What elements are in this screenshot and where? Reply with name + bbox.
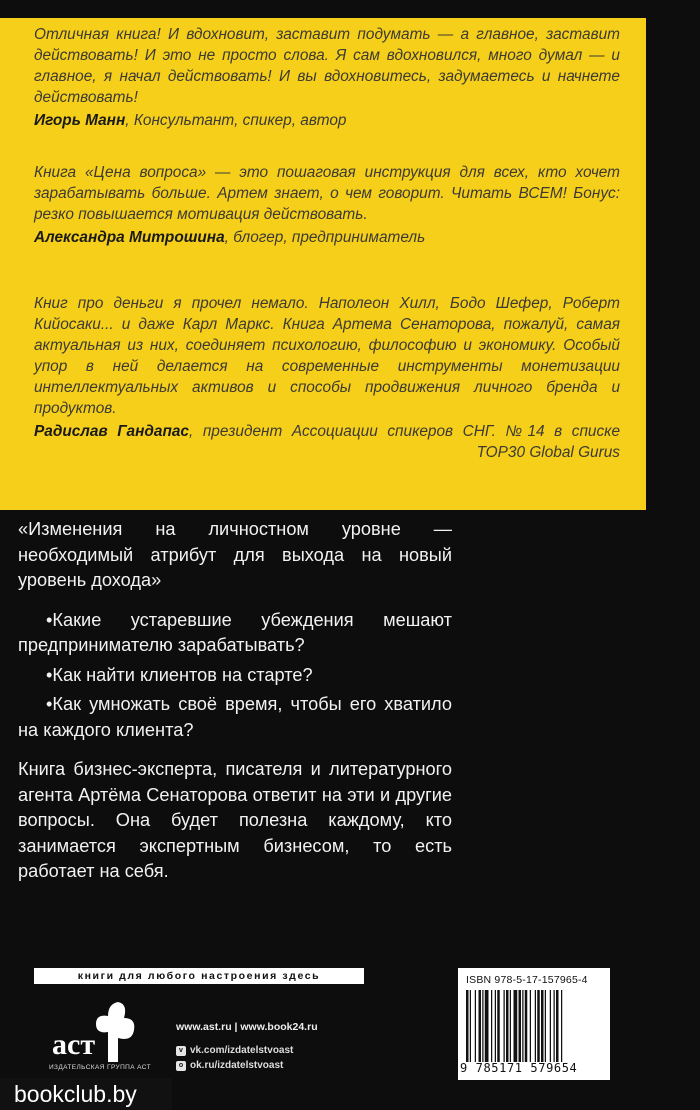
- isbn-barcode: [458, 968, 610, 1080]
- watermark: bookclub.by: [0, 1078, 172, 1110]
- author-title: , Консультант, спикер, автор: [125, 112, 347, 129]
- review-text: Отличная книга! И вдохновит, заставит подумать — а главное, заставит действовать! И это не просто слова. Я сам вдохновился, много думал — и главное, я начал действовать! И вы вдохновитесь, задумаетесь и начнете действовать!: [34, 26, 620, 106]
- review-1: [34, 24, 620, 131]
- blurb-bullets: [18, 608, 452, 744]
- list-item: •Как найти клиентов на старте?: [46, 664, 313, 685]
- vk-link-label: vk.com/izdatelstvoast: [190, 1045, 294, 1056]
- ast-logo-icon: [40, 992, 160, 1072]
- blurb-panel: [18, 517, 452, 885]
- vk-link[interactable]: [176, 1045, 293, 1056]
- barcode-icon: [466, 990, 604, 1062]
- list-item: •Какие устаревшие убеждения мешают предпринимателю зарабатывать?: [18, 609, 452, 655]
- author-name: Игорь Манн: [34, 112, 126, 129]
- list-item: •Как умножать своё время, чтобы его хватило на каждого клиента?: [18, 694, 452, 740]
- review-text: Книга «Цена вопроса» — это пошаговая инструкция для всех, кто хочет зарабатывать больше. Артем знает, о чем говорит. Читать ВСЕМ! Бонус: резко повышается мотивация действовать.: [34, 164, 620, 223]
- ok-link-label: ok.ru/izdatelstvoast: [190, 1060, 284, 1071]
- publisher-websites[interactable]: www.ast.ru | www.book24.ru: [176, 1021, 318, 1033]
- author-name: Александра Митрошина: [34, 229, 225, 246]
- isbn-number: ISBN 978-5-17-157965-4: [466, 974, 588, 986]
- blurb-description: Книга бизнес-эксперта, писателя и литературного агента Артёма Сенаторова ответит на эти и другие вопросы. Она будет полезна каждому, кто занимается экспертным бизнесом, то есть работает на себя.: [18, 759, 452, 881]
- review-3: [34, 293, 620, 463]
- review-author: [34, 421, 620, 463]
- review-author: [34, 110, 620, 131]
- review-text: Книг про деньги я прочел немало. Наполеон Хилл, Бодо Шефер, Роберт Кийосаки... и даже Карл Маркс. Книга Артема Сенаторова, пожалуй, самая актуальная из них, соединяет психологию, философию и экономику. Особый упор в ней делается на современные инструменты монетизации интеллектуальных активов и способы продвижения личного бренда и продуктов.: [34, 295, 620, 417]
- logo-text: аст: [52, 1028, 96, 1061]
- ok-link[interactable]: [176, 1060, 283, 1071]
- author-title: , президент Ассоциации спикеров СНГ. №14 в списке TOP30 Global Gurus: [189, 423, 620, 461]
- review-author: [34, 227, 620, 248]
- publisher-caption: ИЗДАТЕЛЬСКАЯ ГРУППА АСТ: [48, 1064, 151, 1071]
- series-slogan: книги для любого настроения здесь: [34, 968, 364, 984]
- ok-icon: o: [176, 1061, 186, 1071]
- barcode-digits: 9 785171 579654: [460, 1061, 578, 1075]
- blurb-quote: «Изменения на личностном уровне — необходимый атрибут для выхода на новый уровень дохода»: [18, 519, 452, 590]
- vk-icon: v: [176, 1046, 186, 1056]
- review-2: [34, 162, 620, 248]
- author-title: , блогер, предприниматель: [224, 229, 426, 246]
- author-name: Радислав Гандапас: [34, 423, 189, 440]
